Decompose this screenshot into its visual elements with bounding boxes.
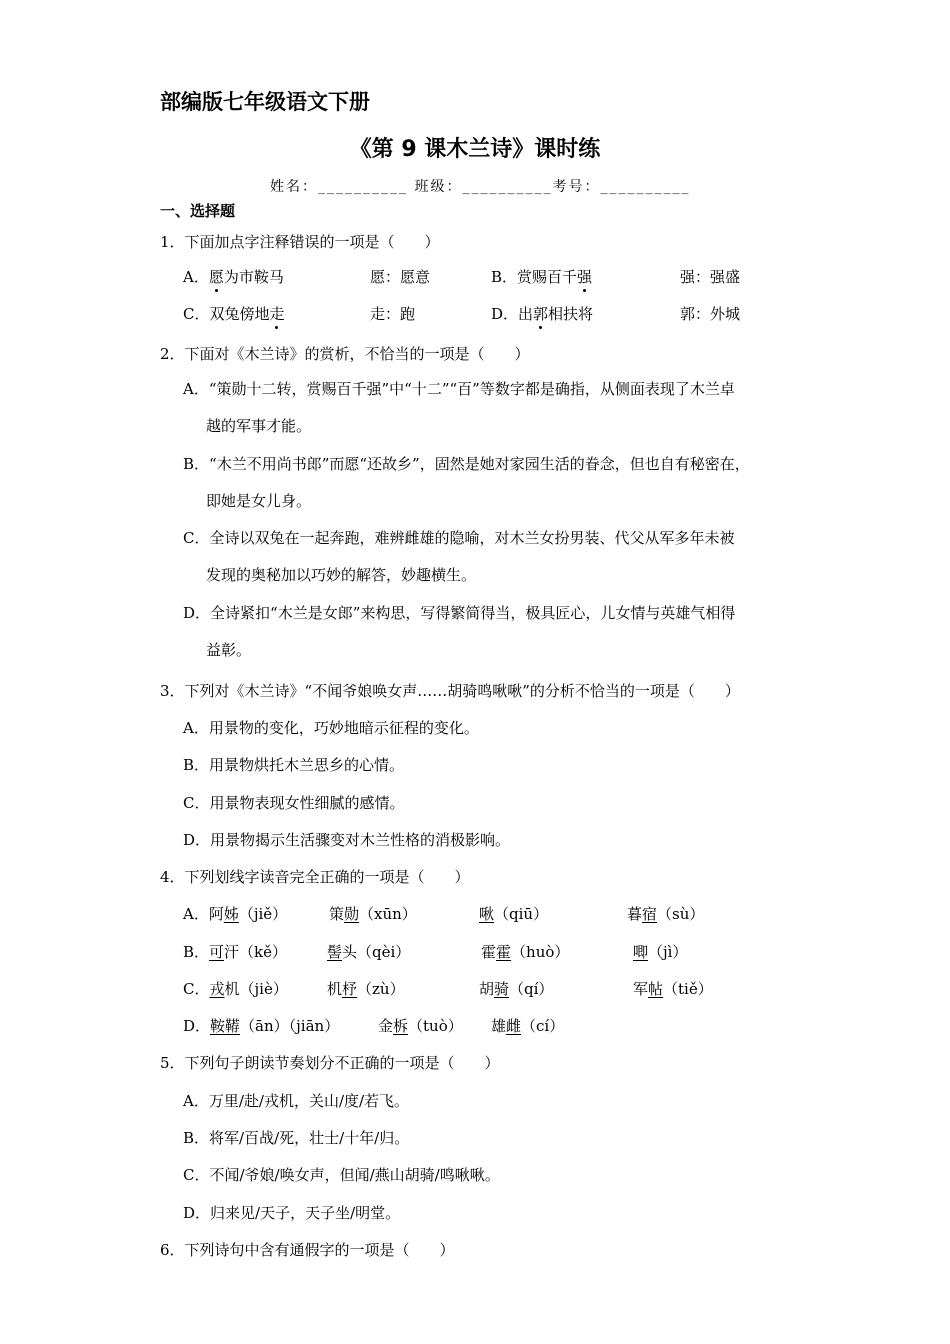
q1-option-d: D．出郭相扶将 [491,305,594,323]
q4-b-item-3: 霍霍（huò） [481,943,570,961]
student-info-line: 姓名：__________ 班级：__________考号：__________ [270,179,691,195]
question-2-stem: 2．下面对《木兰诗》的赏析，不恰当的一项是（ ） [160,345,530,363]
q5-option-b: B．将军/百战/死，壮士/十年/归。 [183,1129,410,1147]
question-6-stem: 6．下列诗句中含有通假字的一项是（ ） [160,1241,455,1259]
q3-option-a: A．用景物的变化，巧妙地暗示征程的变化。 [183,719,479,737]
q2-option-a: A．“策勋十二转，赏赐百千强”中“十二”“百”等数字都是确指，从侧面表现了木兰卓 越的军事才能。 [183,380,735,435]
q1-option-c-note: 走：跑 [370,305,416,323]
q1-d-dotted-char: 郭 [533,305,549,323]
q4-b-item-1: B．可汗（kě） [183,943,288,961]
q4-b-item-4: 唧（jì） [633,943,688,961]
q1-a-dotted-char: 愿 [208,268,224,286]
series-heading: 部编版七年级语文下册 [160,90,370,114]
question-1-stem: 1．下面加点字注释错误的一项是（ ） [160,233,440,251]
q4-a-item-3: 啾（qiū） [479,905,549,923]
question-4-stem: 4．下列划线字读音完全正确的一项是（ ） [160,868,470,886]
q5-option-d: D．归来见/天子，天子坐/明堂。 [183,1204,401,1222]
q1-option-d-note: 郭：外城 [680,305,741,323]
q4-c-item-2: 机杼（zù） [327,980,405,998]
q5-option-c: C．不闻/爷娘/唤女声，但闻/燕山胡骑/鸣啾啾。 [183,1166,500,1184]
q1-option-c: C．双兔傍地走 [183,305,285,323]
q4-b-item-2: 髻头（qèi） [327,943,411,961]
q4-c-item-3: 胡骑（qí） [479,980,554,998]
q2-option-c: C．全诗以双兔在一起奔跑，难辨雌雄的隐喻，对木兰女扮男装、代父从军多年未被 发现的奥秘加以巧妙的解答，妙趣横生。 [183,529,735,584]
page-title: 《第 9 课木兰诗》课时练 [349,137,601,162]
question-3-stem: 3．下列对《木兰诗》“不闻爷娘唤女声……胡骑鸣啾啾”的分析不恰当的一项是（ ） [160,682,740,700]
q2-option-d: D．全诗紧扣“木兰是女郎”来构思，写得繁简得当，极具匠心，儿女情与英雄气相得 益彰。 [183,604,736,659]
q4-c-item-1: C．戎机（jiè） [183,980,288,998]
q4-c-item-4: 军帖（tiě） [633,980,713,998]
question-5-stem: 5．下列句子朗读节奏划分不正确的一项是（ ） [160,1054,500,1072]
q1-option-b: B．赏赐百千强 [491,268,593,286]
q1-c-dotted-char: 走 [269,305,285,323]
section-heading: 一、选择题 [160,202,236,220]
q4-a-item-4: 暮宿（sù） [627,905,705,923]
q3-option-d: D．用景物揭示生活骤变对木兰性格的消极影响。 [183,831,511,849]
q4-a-item-1: A．阿姊（jiě） [183,905,288,923]
q1-b-dotted-char: 强 [577,268,593,286]
q1-option-a: A．愿为市鞍马 [183,268,284,286]
q3-option-c: C．用景物表现女性细腻的感情。 [183,794,405,812]
q2-option-b: B．“木兰不用尚书郎”而愿“还故乡”，固然是她对家园生活的眷念，但也自有秘密在， 即她是女儿身。 [183,455,750,510]
q4-a-item-2: 策勋（xūn） [329,905,417,923]
q5-option-a: A．万里/赴/戎机，关山/度/若飞。 [183,1092,410,1110]
q4-d-item-3: 雄雌（cí） [491,1017,565,1035]
q1-option-a-note: 愿：愿意 [370,268,431,286]
q4-d-item-1: D．鞍鞯（ān）（jiān） [183,1017,340,1035]
q4-d-item-2: 金柝（tuò） [378,1017,463,1035]
q1-option-b-note: 强：强盛 [680,268,741,286]
q3-option-b: B．用景物烘托木兰思乡的心情。 [183,756,405,774]
